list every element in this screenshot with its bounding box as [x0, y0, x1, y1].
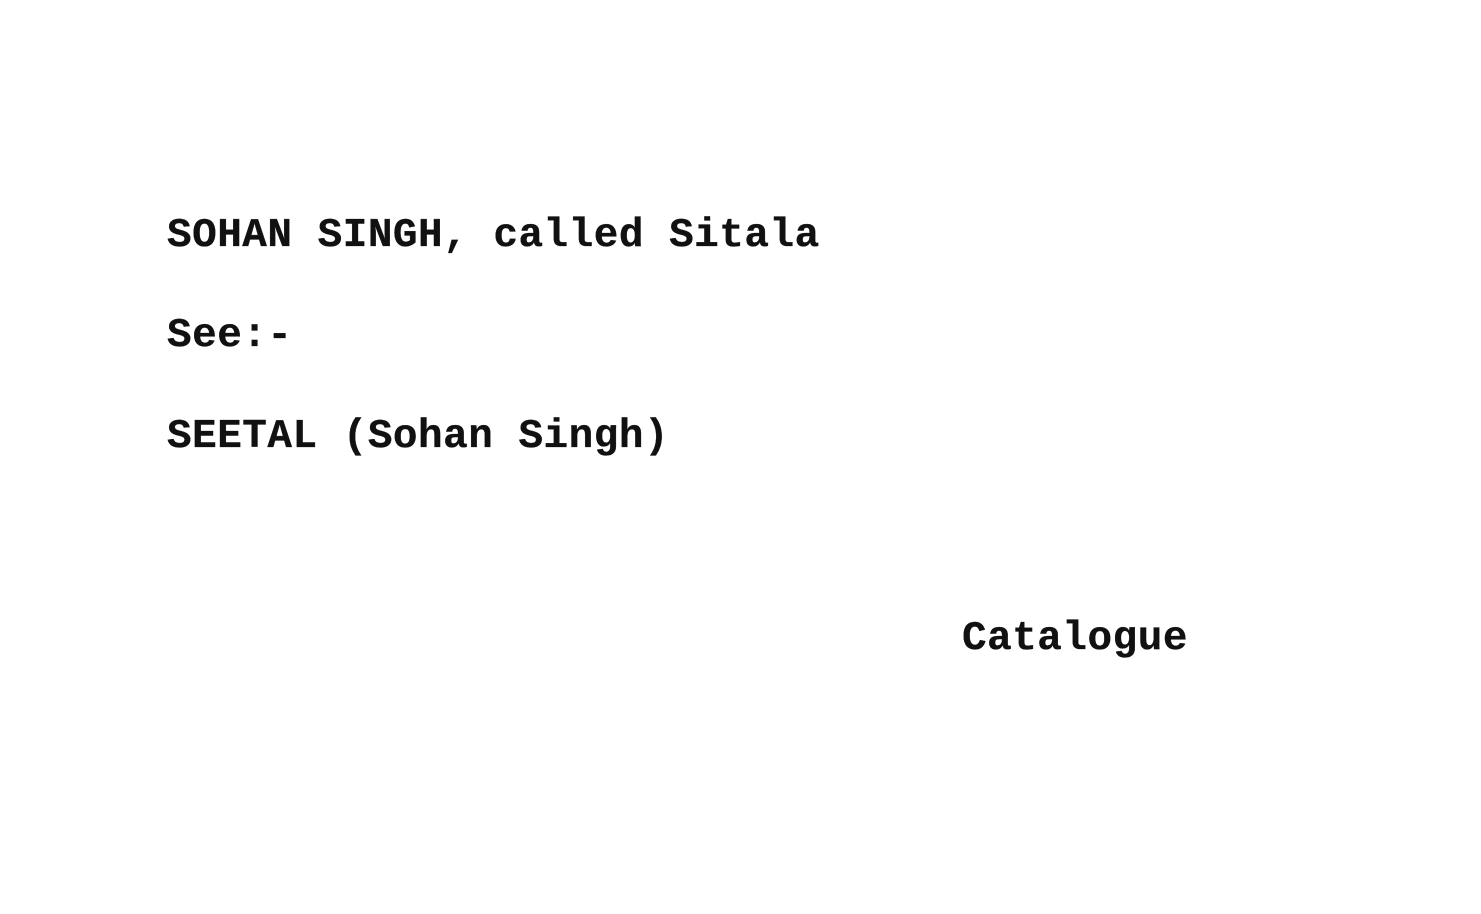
cross-reference: SEETAL (Sohan Singh)	[167, 414, 670, 460]
card-heading: SOHAN SINGH, called Sitala	[167, 213, 820, 259]
see-label: See:-	[167, 313, 293, 359]
catalogue-tag: Catalogue	[962, 616, 1188, 662]
